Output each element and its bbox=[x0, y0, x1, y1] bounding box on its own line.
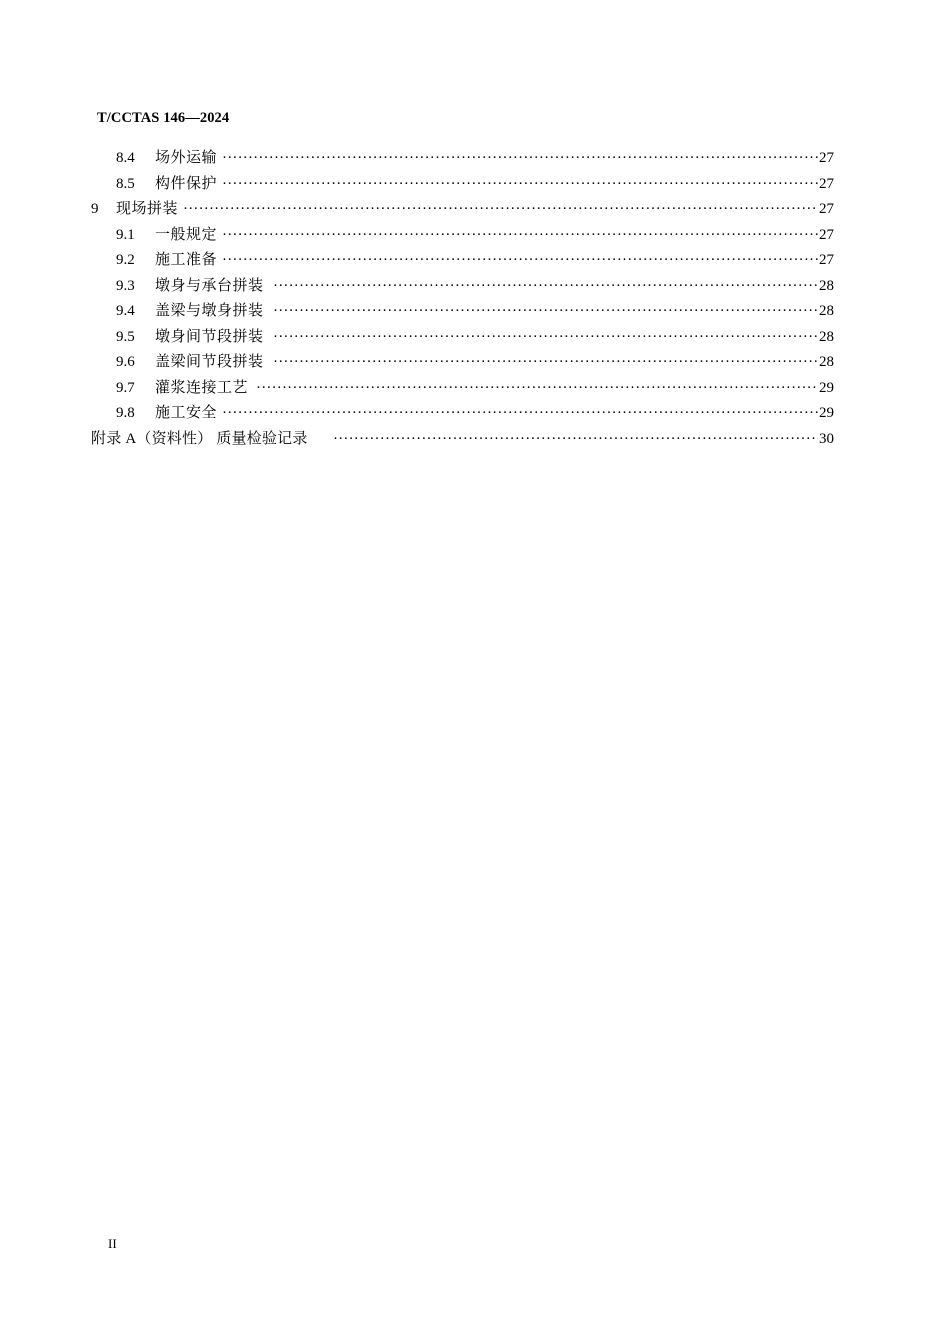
toc-entry-appendix[interactable] bbox=[0, 427, 950, 451]
toc-entry[interactable] bbox=[0, 248, 950, 272]
toc-dot-leader bbox=[273, 274, 818, 298]
toc-entry-number: 8.5 bbox=[116, 175, 135, 192]
toc-entry[interactable] bbox=[0, 146, 950, 170]
toc-entry-title: 构件保护 bbox=[155, 175, 218, 192]
toc-dot-leader bbox=[222, 146, 818, 170]
toc-entry-title: 附录 A（资料性） 质量检验记录 bbox=[91, 430, 308, 447]
toc-dot-leader bbox=[222, 401, 818, 425]
toc-entry[interactable] bbox=[0, 274, 950, 298]
toc-entry-title: 施工准备 bbox=[155, 252, 218, 268]
toc-entry-number: 9.2 bbox=[116, 252, 135, 268]
document-id: T/CCTAS 146—2024 bbox=[97, 110, 230, 126]
toc-dot-leader bbox=[222, 223, 818, 247]
toc-entry-page: 30 bbox=[819, 430, 834, 447]
toc-entry-number: 9.7 bbox=[116, 379, 135, 396]
toc-dot-leader bbox=[273, 299, 818, 323]
toc-entry-number: 9.6 bbox=[116, 354, 135, 370]
toc-entry-title: 墩身间节段拼装 bbox=[155, 328, 264, 345]
toc-entry-title: 一般规定 bbox=[155, 226, 218, 243]
toc-dot-leader bbox=[256, 376, 818, 400]
toc-entry[interactable] bbox=[0, 376, 950, 400]
toc-entry[interactable] bbox=[0, 299, 950, 323]
toc-entry-page: 28 bbox=[819, 277, 834, 294]
toc-entry-number: 9.1 bbox=[116, 226, 135, 243]
toc-entry[interactable] bbox=[0, 172, 950, 196]
toc-entry[interactable] bbox=[0, 197, 950, 221]
toc-entry-page: 27 bbox=[819, 252, 834, 268]
toc-entry-page: 28 bbox=[819, 328, 834, 345]
toc-entry-number: 9.4 bbox=[116, 303, 135, 319]
toc-entry-title: 场外运输 bbox=[155, 150, 218, 166]
toc-entry-title: 墩身与承台拼装 bbox=[155, 277, 264, 294]
toc-entry-page: 27 bbox=[819, 226, 834, 243]
toc-entry-number: 9.3 bbox=[116, 277, 135, 294]
toc-dot-leader bbox=[273, 350, 818, 374]
toc-entry[interactable] bbox=[0, 401, 950, 425]
toc-entry-title: 盖梁与墩身拼装 bbox=[155, 303, 264, 319]
toc-entry-number: 9.8 bbox=[116, 405, 135, 421]
toc-entry-title: 施工安全 bbox=[155, 405, 218, 421]
toc-entry-page: 28 bbox=[819, 303, 834, 319]
toc-entry-page: 27 bbox=[819, 175, 834, 192]
toc-entry-number: 9.5 bbox=[116, 328, 135, 345]
toc-entry-title: 灌浆连接工艺 bbox=[155, 379, 249, 396]
toc-entry-page: 27 bbox=[819, 150, 834, 166]
toc-dot-leader bbox=[183, 197, 818, 221]
toc-dot-leader bbox=[222, 248, 818, 272]
toc-entry-number: 9 bbox=[91, 201, 99, 217]
toc-dot-leader bbox=[273, 325, 818, 349]
toc-entry[interactable] bbox=[0, 223, 950, 247]
toc-entry-title: 现场拼装 bbox=[116, 201, 179, 217]
toc-entry-page: 29 bbox=[819, 379, 834, 396]
toc-entry[interactable] bbox=[0, 350, 950, 374]
toc-entry-page: 29 bbox=[819, 405, 834, 421]
toc-entry-title: 盖梁间节段拼装 bbox=[155, 354, 264, 370]
toc-dot-leader bbox=[222, 172, 818, 196]
toc-entry[interactable] bbox=[0, 325, 950, 349]
toc-entry-number: 8.4 bbox=[116, 150, 135, 166]
toc-entry-page: 28 bbox=[819, 354, 834, 370]
page-number: II bbox=[108, 1236, 117, 1251]
toc-entry-page: 27 bbox=[819, 201, 834, 217]
toc-dot-leader bbox=[333, 427, 818, 451]
